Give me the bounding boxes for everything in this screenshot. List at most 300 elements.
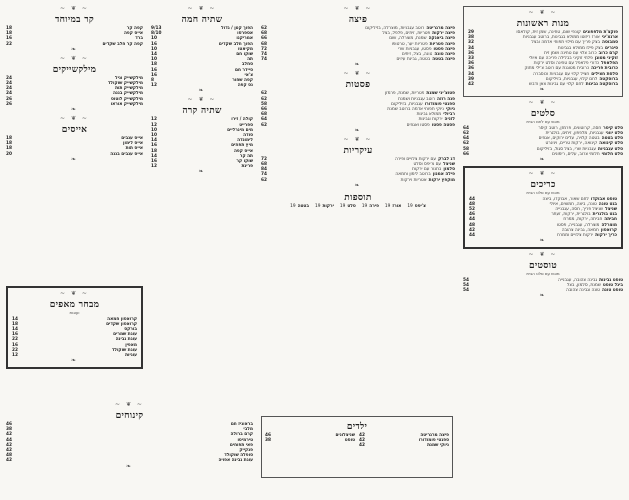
menu-item-price: 72 <box>261 46 267 52</box>
menu-item-name: סלט עגבניות <box>598 146 623 152</box>
cold-drinks-title: שתיה קרה <box>182 106 222 117</box>
menu-item-name: כריך ירקות <box>595 233 617 239</box>
cold-coffee-section <box>6 6 143 53</box>
mains-section <box>261 137 455 189</box>
menu-item-desc: קונפי שום, טחינה, שמן זית, קולאסו <box>516 30 581 35</box>
menu-item-desc: עגבניות, בזיליקום <box>390 101 423 107</box>
menu-item-price: 39 <box>468 76 474 82</box>
menu-item-name: כרובית פריכה <box>591 66 618 72</box>
menu-item-name: עוגת גבינה אפויה <box>218 458 253 464</box>
menu-item-price: 42 <box>469 227 475 233</box>
menu-item-name: קפה שחור <box>232 78 253 84</box>
menu-item-desc: גבינה צהובה, עגבנייה <box>558 277 598 283</box>
menu-item-name: מילקשייק אוראו <box>110 101 143 107</box>
extra-item-name: אורז <box>392 203 402 209</box>
menu-item-name: סלט קינואה <box>599 141 623 147</box>
ornament-icon: ~ ❦ ~ <box>528 251 558 259</box>
ornament-icon: ~ ❦ ~ <box>60 54 89 62</box>
ornament-icon: ❧ <box>354 61 362 69</box>
menu-item-price: 32 <box>468 40 474 46</box>
extra-item-name: פירה <box>369 203 379 209</box>
menu-item-name: מיץ תפוזים <box>231 143 253 149</box>
menu-item-name: ברוסקטה <box>599 76 618 82</box>
menu-item-name: רביולי <box>443 112 455 118</box>
ices-section <box>6 116 143 163</box>
ornament-icon: ~ ❦ ~ <box>528 99 558 107</box>
ornament-icon: ❧ <box>198 168 206 176</box>
desserts-header <box>6 402 253 421</box>
menu-item-name: תה קר <box>239 153 253 159</box>
menu-item-name: ברד <box>135 36 143 42</box>
menu-item-price: 8 <box>151 78 154 84</box>
menu-item-name: הפוך חלב שקדים <box>218 41 253 47</box>
menu-item-price: 20 <box>6 151 12 157</box>
menu-item-price: 58 <box>261 101 267 107</box>
milkshakes-header <box>6 56 143 75</box>
menu-item-price: 58 <box>463 146 469 152</box>
pasta-section <box>261 71 455 133</box>
menu-item-price: 68 <box>261 31 267 37</box>
kids-item <box>359 443 449 448</box>
menu-item-desc: עגבניות שרי, בצל סגול, בזיליקום <box>536 146 597 152</box>
menu-item-name: קרם כרוב <box>598 50 618 56</box>
menu-item-price: 64 <box>463 136 469 142</box>
menu-item-name: טוסט אבוקדו <box>590 196 617 202</box>
menu-item-name: מקיאטו <box>237 46 253 52</box>
ices-title: אייסים <box>61 125 88 136</box>
pizza-section <box>261 6 455 68</box>
menu-item-name: פוקצ'ת מלפפונים <box>582 30 618 35</box>
menu-item-name: לימונדה <box>237 138 253 144</box>
menu-item-name: מאפין <box>125 342 137 348</box>
cold-drinks-section <box>151 97 253 175</box>
menu-item-name: פיצה בטטה <box>432 57 455 63</box>
menu-item-price: 54 <box>463 277 469 283</box>
menu-item-name: פיצה פסטו <box>433 46 455 52</box>
menu-item-name: מילקשייק תות <box>115 86 143 92</box>
extra-item-name: צ'יפס <box>414 203 426 209</box>
menu-item-name: סלמון <box>443 167 455 173</box>
menu-item-name: שניצל <box>605 207 617 213</box>
menu-item-name: סלט חלומי <box>601 151 623 157</box>
cold-drinks-header <box>151 97 253 116</box>
menu-item-name: חביתה <box>604 217 617 223</box>
kids-item-name: ספגטי פומודורו <box>418 438 449 444</box>
ornament-icon: ~ ❦ ~ <box>528 9 558 16</box>
salads-section <box>463 100 623 163</box>
ornament-icon: ❧ <box>70 45 79 53</box>
hot-drinks-title: שתיה חמה <box>181 15 223 25</box>
extras-title: תוספות <box>344 192 372 203</box>
menu-item-desc: לחם קלוי עם גבינות צאן ודבש <box>529 82 584 88</box>
extra-item-name: בטטה <box>297 203 309 209</box>
menu-item-name: קרואסון שקדים <box>106 321 137 327</box>
menu-item-desc: שמנת, מוצרלה, שום <box>389 36 427 42</box>
kids-item-price: 42 <box>359 438 365 444</box>
kids-list-a <box>359 433 449 449</box>
menu-item-price: 12 <box>12 353 18 359</box>
menu-item-name: דג לברק <box>438 156 455 162</box>
salads-header <box>463 100 623 119</box>
menu-item-price: 24 <box>6 86 12 92</box>
menu-item-desc: ניוקי תפוחי אדמה ברוטב שמנת <box>387 107 444 113</box>
menu-item-name: הפלאפל <box>601 61 618 67</box>
menu-item-price: 18 <box>6 136 12 142</box>
menu-item-desc: כרוב צלוי עם טחינה ושמן זית <box>544 50 597 56</box>
menu-item-price: 10 <box>151 127 157 133</box>
menu-item-name: שוקו חם <box>236 52 253 58</box>
extra-item <box>315 204 334 209</box>
baked-section <box>6 286 143 369</box>
menu-item-price: 62 <box>261 91 267 97</box>
menu-item-price: 16 <box>12 332 18 338</box>
ornament-icon: ❧ <box>539 237 547 245</box>
bakes-title: כריכים <box>530 180 556 191</box>
menu-item-name: ארנצ'יני <box>601 35 618 41</box>
menu-item-price: 72 <box>261 156 267 162</box>
menu-item-desc: כרובית מטוגנת עם רוטב צ'ילי מתוק <box>524 66 590 72</box>
menu-item-price: 62 <box>261 122 267 128</box>
menu-item-price: 34 <box>468 71 474 77</box>
menu-item-desc: טונה, ביצה, חמוצים, איולי <box>549 201 597 207</box>
menu-item-price: 36 <box>468 66 474 72</box>
menu-item-name: סלט בטטה <box>601 136 623 142</box>
menu-item-name: עוגת גבינה <box>115 337 137 343</box>
kids-list-b <box>265 433 355 449</box>
menu-item-name: מילקשייק בננה <box>112 91 143 97</box>
menu-item-price: 42 <box>6 448 12 454</box>
menu-item-price: 16 <box>151 72 157 78</box>
menu-item-name: אייס קפה <box>123 31 143 37</box>
menu-item-price: 74 <box>261 52 267 58</box>
menu-item-name: פיצה פטריות <box>429 41 455 47</box>
menu-item-price: 42 <box>468 82 474 88</box>
desserts-section <box>6 402 253 470</box>
menu-item-price: 16 <box>151 41 157 47</box>
menu-item-price: 36 <box>468 50 474 56</box>
menu-item-price: 74 <box>261 57 267 63</box>
menu-item-desc: חציל קלוי עם עגבניות וכוסברה <box>533 71 590 77</box>
extra-item-name: סלט <box>347 203 356 209</box>
menu-item-price: 22 <box>12 337 18 343</box>
kids-item-price: 38 <box>265 438 271 444</box>
bakes-subtitle: מוגש עם סלט הבית <box>526 190 560 196</box>
menu-item-price: 48 <box>6 453 12 459</box>
menu-item-name: פנה רוזה <box>437 96 455 102</box>
menu-item-desc: טונה, בצל, זיתים <box>401 52 433 58</box>
menu-item-desc: חמאה, גבינה צהובה <box>561 227 599 233</box>
menu-item-price: 24 <box>6 91 12 97</box>
bakes-section <box>463 166 623 249</box>
menu-item-price: 44 <box>469 233 475 239</box>
hot-drinks-header <box>151 6 253 25</box>
menu-item-desc: רוטב עגבניות, מוצרלה, בזיליקום <box>365 26 425 31</box>
menu-item-name: סופלה שוקולד <box>224 453 253 459</box>
menu-item-price: 16 <box>12 342 18 348</box>
menu-item-price: 24 <box>6 75 12 81</box>
menu-item-price: 26 <box>6 101 12 107</box>
ornament-icon: ❧ <box>198 87 206 95</box>
menu-item-price: 62 <box>463 131 469 137</box>
menu-item-price: 68 <box>261 112 267 118</box>
menu-item-price: 10 <box>151 57 157 63</box>
menu-item-name: קרואסון חמאה <box>107 316 137 322</box>
menu-item-name: אייס לימון <box>123 141 143 147</box>
extra-item-price: 19 <box>361 203 368 209</box>
menu-item-price: 44 <box>469 217 475 223</box>
starters-title: מנות ראשונות <box>516 19 570 29</box>
menu-item-desc: ירקות וגבינות <box>418 117 443 123</box>
menu-item-price: 48 <box>469 222 475 228</box>
menu-item-name: אייס קפה <box>233 148 253 154</box>
menu-item-name: סיידר חם <box>234 67 253 73</box>
ornament-icon: ❧ <box>354 181 362 189</box>
menu-item-name: סחלב <box>241 62 253 68</box>
menu-item-price: 62 <box>463 141 469 147</box>
menu-item-name: מילקשייק לוטוס <box>111 96 143 102</box>
menu-item-name: פיצה ביאנקה <box>428 36 455 42</box>
mains-header <box>261 137 455 156</box>
menu-item-name: אספרסו <box>237 31 253 37</box>
ornament-icon: ~ ❦ ~ <box>187 96 217 104</box>
menu-item-name: אמריקנו <box>236 36 253 42</box>
menu-item-name: סמבוסה <box>602 40 618 46</box>
extra-item-price: 19 <box>339 203 346 209</box>
menu-item-name: קרם ברולה <box>230 432 253 438</box>
hot-drinks-section <box>151 6 253 94</box>
column-baked <box>6 286 143 396</box>
ornament-icon: ~ ❦ ~ <box>60 115 89 123</box>
menu-item-price: 84 <box>261 167 267 173</box>
menu-item-name: בגט טונה <box>598 201 617 207</box>
ices-header <box>6 116 143 135</box>
menu-item-desc: בטטה, גבינת עיזים <box>396 57 431 63</box>
menu-item-name: נס קפה <box>237 83 253 89</box>
menu-item-price: 10 <box>151 133 157 139</box>
menu-item-desc: חסה, קרוטונים, פרמזן, רוטב קיסר <box>538 125 602 131</box>
kids-item-name: טוסט <box>344 438 355 444</box>
starters-header <box>468 10 618 29</box>
menu-item-price: 18 <box>6 26 12 31</box>
menu-item-name: קרואסון <box>600 227 617 233</box>
ornament-icon: ~ ❦ ~ <box>343 135 373 143</box>
menu-item-price: 66 <box>261 36 267 42</box>
column-starters <box>463 6 623 494</box>
menu-item-name: פילה אמנון <box>432 172 455 178</box>
extra-item <box>407 204 426 209</box>
menu-item-price: 29 <box>468 30 474 35</box>
menu-item-name: שוקו קר <box>236 159 253 165</box>
menu-item-price: 48 <box>469 201 475 207</box>
menu-item-price: 18 <box>6 31 12 37</box>
menu-item-price: 66 <box>261 107 267 113</box>
menu-item-name: ברוסקטה גבינות <box>585 82 618 88</box>
menu-item-desc: מוצרלה, עגבנייה, פסטו <box>556 222 600 228</box>
menu-item-price: 42 <box>6 458 12 464</box>
menu-item-price: 18 <box>6 146 12 152</box>
kids-item-price: 42 <box>359 443 365 449</box>
menu-item-desc: ממולא גבינות <box>416 112 442 118</box>
kids-item-name: ניוקי שמנת <box>427 443 449 449</box>
menu-item-name: מילקשייק שוקולד <box>107 81 143 87</box>
menu-item-desc: רוטב עגבניות ושמנת <box>398 96 436 102</box>
menu-item-name: ביגל טוסט <box>602 283 623 289</box>
ornament-icon: ~ ❦ ~ <box>60 290 89 297</box>
menu-item-price: 66 <box>463 151 469 157</box>
menu-item-price: 18 <box>12 321 18 327</box>
menu-item-desc: פסטו ואגוזים <box>406 122 430 128</box>
kids-section <box>261 416 453 478</box>
ornament-icon: ~ ❦ ~ <box>343 70 373 78</box>
kids-item-name: פיצה מרגריטה <box>420 433 449 438</box>
menu-item-name: בראוניז חם <box>230 422 253 427</box>
extras-list <box>261 204 455 209</box>
toasts-subtitle: מוגש עם סלט הבית <box>526 271 560 277</box>
pizza-header <box>261 6 455 25</box>
menu-item-desc: קינואה, ירקות טריים, ויניגרט <box>545 141 598 147</box>
menu-item-price: 24 <box>6 81 12 87</box>
menu-item-price: 12 <box>151 122 157 128</box>
menu-item-price: 16 <box>151 67 157 73</box>
menu-item-price: 42 <box>6 442 12 448</box>
menu-item-name: בורקס <box>124 327 137 332</box>
toasts-header <box>463 252 623 271</box>
menu-item-price: 74 <box>261 172 267 178</box>
menu-item-desc: לחם קלוי, עגבניות, בזיליקום <box>545 76 598 82</box>
menu-item-name: עוגת שוקולד <box>111 347 137 353</box>
menu-item-desc: פלחי זוקיני בבלילה פריכה עם איולי <box>528 56 593 62</box>
menu-item-name: סודה <box>243 133 253 139</box>
column-drinks <box>151 6 253 366</box>
menu-item-name: לזניה <box>444 117 455 123</box>
ornament-icon: ❧ <box>539 292 547 300</box>
menu-item-desc: ברוטב לימון וחמאה <box>395 172 431 178</box>
menu-item-name: ניוקי <box>445 107 455 113</box>
menu-item-name: ספרייט <box>239 122 253 128</box>
ornament-icon: ❧ <box>354 126 362 134</box>
menu-item-desc: אטריות וירקות <box>400 177 427 183</box>
menu-item-price: 68 <box>261 162 267 168</box>
kids-title: ילדים <box>346 422 368 432</box>
extra-item-price: 19 <box>314 203 321 209</box>
pasta-title: פסטות <box>345 80 371 91</box>
menu-item-desc: חביתה, ירקות, ממרח <box>563 217 603 223</box>
ornament-icon: ❧ <box>70 106 79 114</box>
menu-item-desc: לחם שאור, אבוקדו, ביצה <box>542 196 589 202</box>
mains-title: עיקריות <box>343 145 373 156</box>
menu-item-price: 8/10 <box>151 31 162 37</box>
pasta-header <box>261 71 455 90</box>
menu-item-name: סלסת חצילים <box>591 71 618 77</box>
menu-item-name: סלט קיסר <box>603 125 623 131</box>
menu-item-desc: פטריות יער, טרטופו <box>391 41 428 47</box>
menu-item-price: 38 <box>468 35 474 41</box>
menu-item-price: 44 <box>469 196 475 202</box>
menu-item-name: קפה קר חלב שקדים <box>102 41 143 47</box>
menu-item-desc: פסטו, עגבניות שרי <box>397 46 432 52</box>
baked-title: מבחר מאפים <box>49 300 100 310</box>
ornament-icon: ~ ❦ ~ <box>60 6 89 12</box>
menu-item-name: מוצרלה <box>601 222 617 228</box>
menu-item-price: 12 <box>151 83 157 89</box>
ornament-icon: ❧ <box>539 156 547 164</box>
menu-item-name: שניצל <box>443 162 455 168</box>
menu-item-price: 26 <box>6 96 12 102</box>
menu-item-desc: בתנור עם ירקות <box>412 167 442 173</box>
menu-item-name: מוקפץ ירקות <box>428 177 455 183</box>
kids-header <box>265 421 449 432</box>
baked-subtitle: ועוגות <box>69 310 80 315</box>
menu-item-name: אייס ענבים בננה <box>110 151 143 157</box>
menu-item-name: ספגטי פומודורו <box>424 101 455 107</box>
menu-item-price: 33 <box>468 56 474 62</box>
menu-item-price: 36 <box>468 61 474 67</box>
extras-section <box>261 192 455 209</box>
menu-item-desc: עם ירקות צלויים ופירה <box>395 156 437 162</box>
ornament-icon: ❧ <box>70 357 79 365</box>
menu-item-desc: פטריות, זיתים, פלפל, בצל <box>382 31 431 37</box>
menu-item-name: פיצה ירקות <box>432 31 455 37</box>
menu-item-name: פיצה מרגריטה <box>426 26 455 31</box>
menu-item-price: 10 <box>151 46 157 52</box>
column-cold <box>6 6 143 261</box>
menu-item-desc: טונה וגבינה צהובה <box>566 288 600 294</box>
menu-item-price: 18 <box>151 148 157 154</box>
menu-item-name: מלבי <box>243 427 253 433</box>
ornament-icon: ~ ❦ ~ <box>343 6 373 12</box>
menu-item-desc: עגבניות, מלפפון, זיתים, בולגרית <box>545 131 604 137</box>
menu-item-price: 54 <box>463 288 469 294</box>
extra-item-price: 19 <box>290 203 296 209</box>
menu-item-price: 14 <box>12 316 18 322</box>
pizza-title: פיצה <box>348 15 368 25</box>
menu-item-name: סלט יווני <box>605 131 623 137</box>
menu-item-name: מילקשייק וניל <box>115 75 143 81</box>
menu-item-price: 62 <box>261 26 267 31</box>
menu-item-name: מים מינרליים <box>227 127 253 133</box>
salads-title: סלטים <box>530 109 556 120</box>
menu-item-price: 62 <box>261 177 267 183</box>
menu-item-desc: שניצל פריך, חסה, עגבנייה <box>555 207 604 213</box>
menu-item-name: טירמיסו <box>237 437 253 443</box>
menu-item-desc: שמנת, סלמון, בצל <box>566 283 601 289</box>
menu-item-desc: בולגרית, ירקות, זעתר <box>551 212 591 218</box>
menu-item-price: 22 <box>6 41 12 47</box>
menu-item-price: 14 <box>151 153 157 159</box>
menu-item-price: 18 <box>6 141 12 147</box>
menu-item-name: סיגרים <box>605 45 618 51</box>
menu-item-price: 14 <box>12 327 18 332</box>
starters-section <box>463 6 623 97</box>
menu-item-price: 54 <box>463 283 469 289</box>
menu-item-desc: אורז ריזוטו ממולא בגבינות, ברוטב עגבניות <box>522 35 600 41</box>
menu-item-price: 12 <box>151 164 157 170</box>
menu-item-name: פנקייק <box>239 448 253 454</box>
kids-item-name: שניצלונים <box>335 433 355 438</box>
menu-item-price: 16 <box>6 36 12 42</box>
menu-item-price: 68 <box>261 41 267 47</box>
milkshakes-title: מילקשייקים <box>52 64 97 75</box>
toasts-title: טוסטים <box>528 261 558 272</box>
menu-item-price: 14 <box>151 138 157 144</box>
extra-item <box>340 204 356 209</box>
menu-item-name: עוגת שמרים <box>113 332 137 338</box>
menu-item-desc: כדורי פלאפל עם טחינה וסלט ירקות <box>533 61 600 67</box>
menu-item-name: זוקיני מטוגן <box>594 56 618 62</box>
ornament-icon: ~ ❦ ~ <box>187 6 217 12</box>
menu-item-price: 16 <box>151 159 157 165</box>
menu-item-name: פטוצ'יני שמנת <box>426 91 455 97</box>
